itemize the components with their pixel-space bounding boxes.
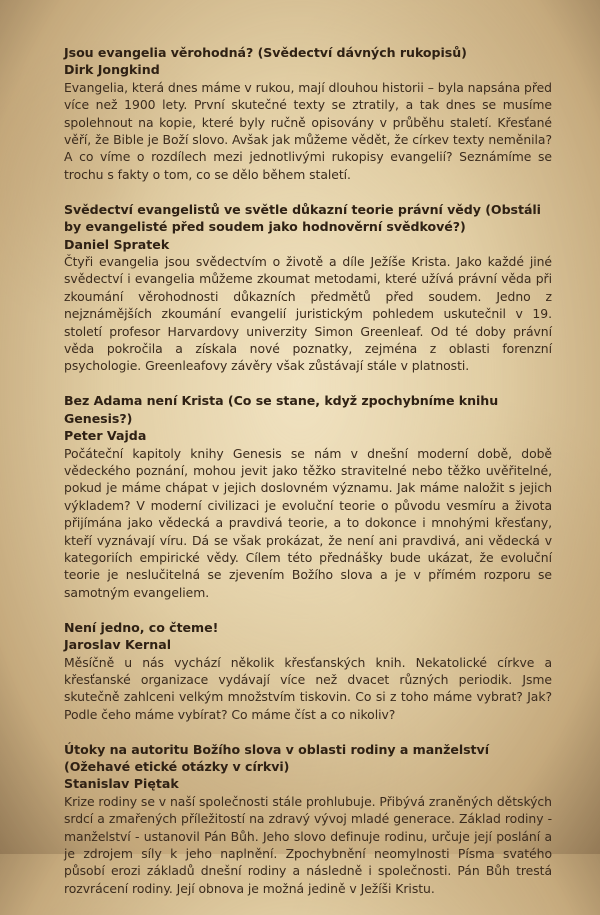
article-title: Svědectví evangelistů ve světle důkazní teorie právní vědy (Obstáli by evangelisté před soudem jako hodnověrní svědkové?)	[64, 201, 541, 235]
article-body: Čtyři evangelia jsou svědectvím o životě a díle Ježíše Krista. Jako každé jiné svědectví i evangelia můžeme zkoumat metodami, které užívá právní věda při zkoumání věrohodnosti důkazních předmětů před soudem. Jedno z nejznámějších zkoumání evangelií juristickým pohledem uskutečnil v 19. století profesor Harvardovy univerzity Simon Greenleaf. Od té doby právní věda pokročila a získala nové poznatky, zejména z oblasti forenzní psychologie. Greenleafovy závěry však zůstávají stále v platnosti.	[64, 253, 552, 374]
article-author: Dirk Jongkind	[64, 62, 160, 78]
article-title: Útoky na autoritu Božího slova v oblasti rodiny a manželství (Ožehavé etické otázky v církvi)	[64, 741, 489, 775]
article-body: Evangelia, která dnes máme v rukou, mají dlouhou historii – byla napsána před více než 1900 lety. První skutečné texty se ztratily, a tak dnes se musíme spolehnout na kopie, které byly ručně opisovány v průběhu staletí. Křesťané věří, že Bible je Boží slovo. Avšak jak můžeme vědět, že církev texty neměnila? A co víme o rozdílech mezi jednotlivými rukopisy evangelií? Seznámíme se trochu s fakty o tom, co se dělo během staletí.	[64, 79, 552, 182]
article-5	[64, 741, 552, 898]
article-author: Jaroslav Kernal	[64, 637, 172, 653]
article-3	[64, 392, 552, 601]
article-4	[64, 619, 552, 723]
article-title: Bez Adama není Krista (Co se stane, když zpochybníme knihu Genesis?)	[64, 393, 499, 426]
article-list	[64, 44, 552, 915]
article-1	[64, 44, 552, 183]
article-author: Stanislav Piętak	[64, 776, 179, 792]
article-author: Peter Vajda	[64, 428, 147, 444]
article-2	[64, 201, 552, 375]
article-body: Krize rodiny se v naší společnosti stále prohlubuje. Přibývá zraněných dětských srdcí a zmařených příležitostí na zdravý vývoj mladé generace. Základ rodiny - manželství - ustanovil Pán Bůh. Jeho slovo definuje rodinu, určuje její poslání a je zdrojem síly k jeho naplnění. Zpochybnění neomylnosti Písma svatého působí erozi základů dnešní rodiny a následně i společnosti. Pán Bůh trestá rozvrácení rodiny. Její obnova je možná jedině v Ježíši Kristu.	[64, 793, 552, 896]
article-body: Počáteční kapitoly knihy Genesis se nám v dnešní moderní době, době vědeckého poznání, mohou jevit jako těžko stravitelné nebo těžko uvěřitelné, pokud je máme chápat v jejich doslovném významu. Jak máme naložit s jejich výkladem? V moderní civilizaci je evoluční teorie o původu vesmíru a života přijímána jako vědecká a pravdivá teorie, a to dokonce i mnohými křesťany, kteří vyznávají víru. Dá se však prokázat, že není ani pravdivá, ani vědecká v kategoriích empirické vědy. Cílem této přednášky bude ukázat, že evoluční teorie je neslučitelná se zjevením Božího slova a je v přímém rozporu se samotným evangeliem.	[64, 445, 552, 600]
article-title: Není jedno, co čteme!	[64, 619, 219, 635]
article-body: Měsíčně u nás vychází několik křesťanských knih. Nekatolické církve a křesťanské organizace vydávají více než dvacet různých periodik. Jsme skutečně zahlceni velkým množstvím tiskovin. Co si z toho máme vybrat? Jak? Podle čeho máme vybírat? Co máme číst a co nikoliv?	[64, 654, 552, 722]
article-title: Jsou evangelia věrohodná? (Svědectví dávných rukopisů)	[64, 45, 467, 60]
article-author: Daniel Spratek	[64, 236, 170, 252]
